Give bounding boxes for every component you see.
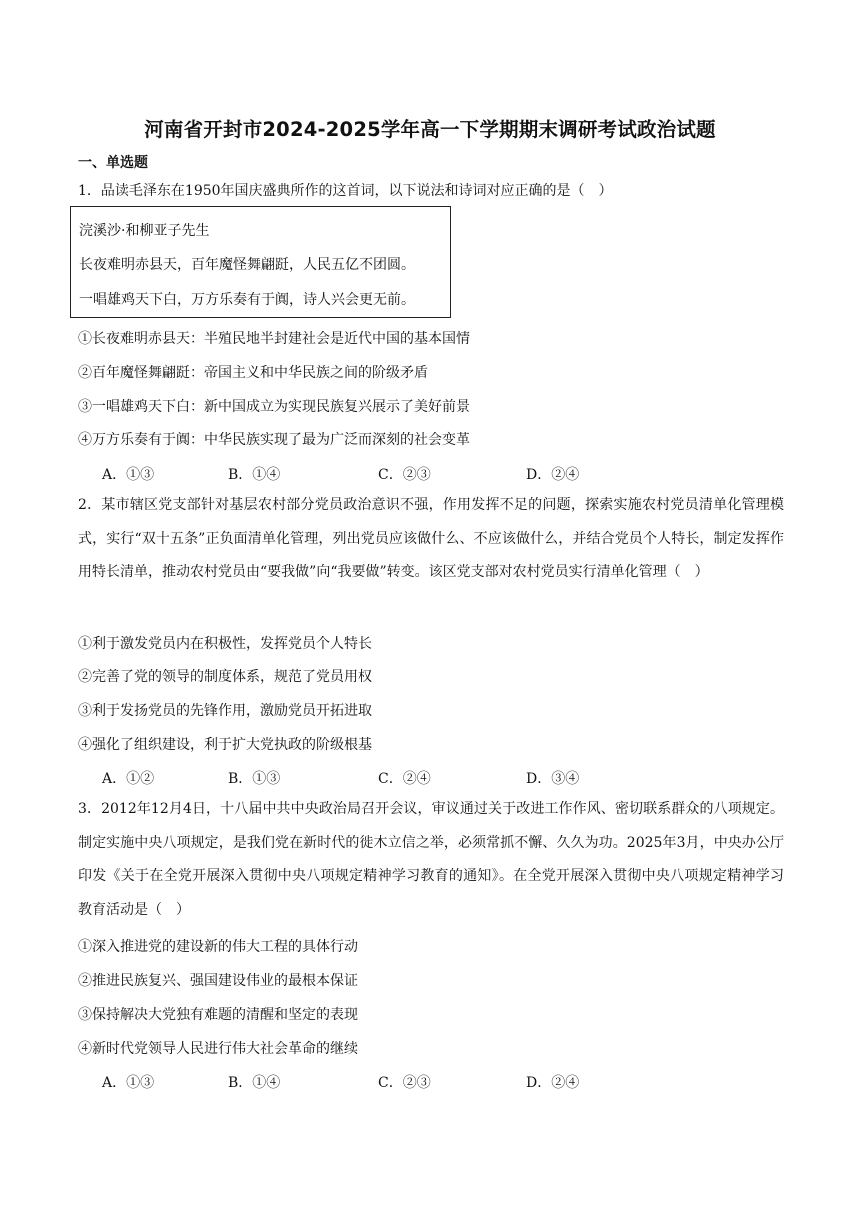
question-3-stem: 3．2012年12月4日，十八届中共中央政治局召开会议，审议通过关于改进工作作风、密切联系群众的八项规定。制定实施中央八项规定，是我们党在新时代的徙木立信之举，必须常抓不懈、久久为功。2025年3月，中央办公厅印发《关于在全党开展深入贯彻中央八项规定精神学习教育的通知》。在全党开展深入贯彻中央八项规定精神学习教育活动是（ ） bbox=[78, 801, 784, 918]
question-3-item-2: ②推进民族复兴、强国建设伟业的最根本保证 bbox=[78, 973, 358, 989]
option-a: A．①② bbox=[102, 771, 155, 787]
question-1-item-3: ③一唱雄鸡天下白：新中国成立为实现民族复兴展示了美好前景 bbox=[78, 399, 470, 415]
question-1-item-1: ①长夜难明赤县天：半殖民地半封建社会是近代中国的基本国情 bbox=[78, 331, 470, 347]
question-1-item-2: ②百年魔怪舞翩跹：帝国主义和中华民族之间的阶级矛盾 bbox=[78, 365, 428, 381]
option-d: D．③④ bbox=[526, 771, 580, 787]
question-3-item-3: ③保持解决大党独有难题的清醒和坚定的表现 bbox=[78, 1007, 358, 1023]
question-3-item-1: ①深入推进党的建设新的伟大工程的具体行动 bbox=[78, 939, 358, 955]
option-c: C．②④ bbox=[378, 771, 431, 787]
option-b: B．①③ bbox=[228, 771, 281, 787]
question-1-stem: 1．品读毛泽东在1950年国庆盛典所作的这首词，以下说法和诗词对应正确的是（ ） bbox=[78, 183, 613, 199]
option-d: D．②④ bbox=[526, 467, 580, 483]
question-2-item-4: ④强化了组织建设，利于扩大党执政的阶级根基 bbox=[78, 737, 372, 753]
option-a: A．①③ bbox=[102, 467, 155, 483]
option-d: D．②④ bbox=[526, 1075, 580, 1091]
question-2-item-3: ③利于发扬党员的先锋作用，激励党员开拓进取 bbox=[78, 703, 372, 719]
option-a: A．①③ bbox=[102, 1075, 155, 1091]
poem-line-2: 一唱雄鸡天下白，万方乐奏有于阗，诗人兴会更无前。 bbox=[79, 292, 415, 308]
poem-box bbox=[70, 206, 451, 318]
poem-title: 浣溪沙·和柳亚子先生 bbox=[79, 223, 210, 239]
question-2-item-2: ②完善了党的领导的制度体系，规范了党员用权 bbox=[78, 669, 372, 685]
page-title: 河南省开封市2024-2025学年高一下学期期末调研考试政治试题 bbox=[144, 118, 716, 141]
question-3-item-4: ④新时代党领导人民进行伟大社会革命的继续 bbox=[78, 1041, 358, 1057]
option-c: C．②③ bbox=[378, 467, 431, 483]
option-b: B．①④ bbox=[228, 467, 281, 483]
option-b: B．①④ bbox=[228, 1075, 281, 1091]
question-1-item-4: ④万方乐奏有于阗：中华民族实现了最为广泛而深刻的社会变革 bbox=[78, 432, 470, 448]
question-2-stem: 2．某市辖区党支部针对基层农村部分党员政治意识不强，作用发挥不足的问题，探索实施农村党员清单化管理模式，实行“双十五条”正负面清单化管理，列出党员应该做什么、不应该做什么，并结合党员个人特长，制定发挥作用特长清单，推动农村党员由“要我做”向“我要做”转变。该区党支部对农村党员实行清单化管理（ ） bbox=[78, 497, 784, 580]
question-2-item-1: ①利于激发党员内在积极性，发挥党员个人特长 bbox=[78, 636, 372, 652]
section-heading: 一、单选题 bbox=[78, 155, 148, 171]
poem-line-1: 长夜难明赤县天，百年魔怪舞翩跹，人民五亿不团圆。 bbox=[79, 257, 415, 273]
option-c: C．②③ bbox=[378, 1075, 431, 1091]
